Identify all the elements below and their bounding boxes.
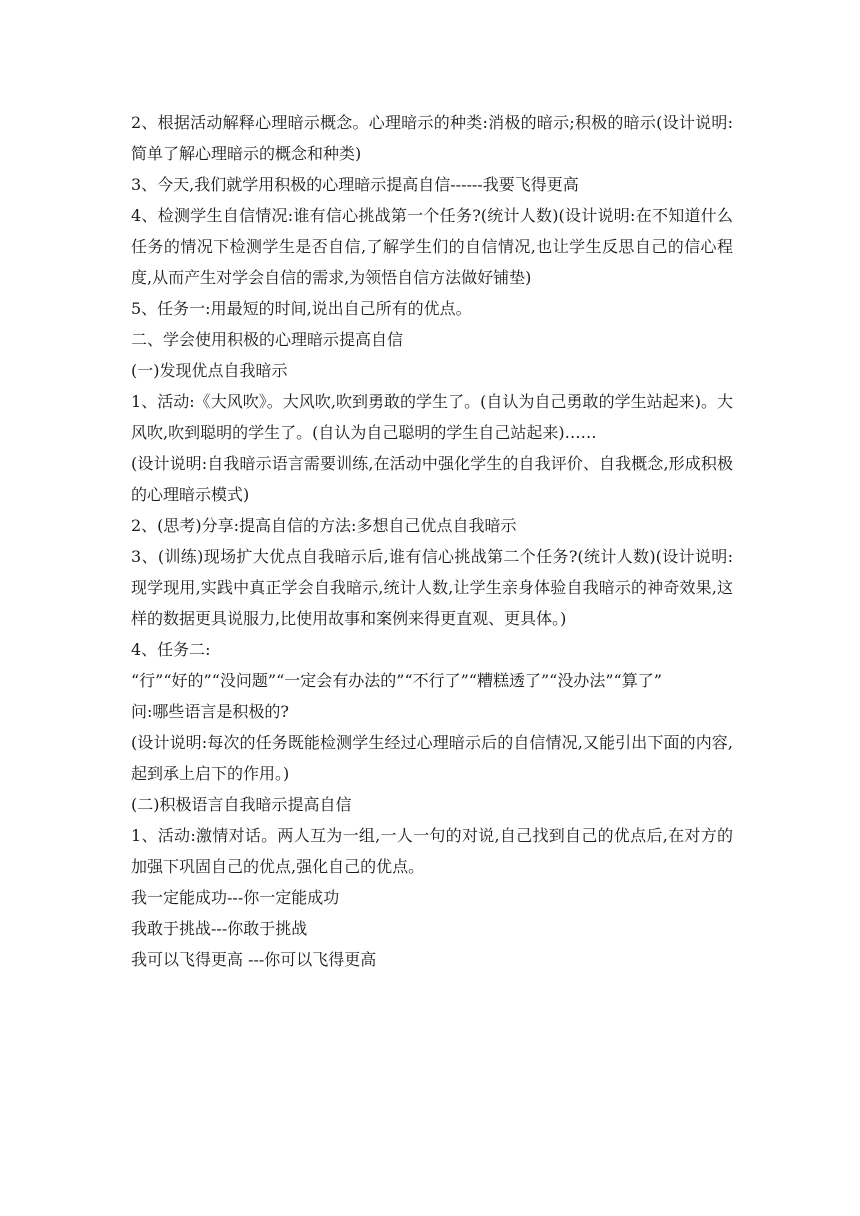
paragraph-task-one: 5、任务一:用最短的时间,说出自己所有的优点。 xyxy=(131,299,472,318)
paragraph-question: 问:哪些语言是积极的? xyxy=(131,702,289,721)
dialogue-line-3: 我可以飞得更高 ---你可以飞得更高 xyxy=(131,950,377,969)
paragraph-training: 3、(训练)现场扩大优点自我暗示后,谁有信心挑战第二个任务?(统计人数)(设计说明:现学现用,实践中真正学会自我暗示,统计人数,让学生亲身体验自我暗示的神奇效果,这样的数据更具说服力,比使用故事和案例来得更直观、更具体。) xyxy=(131,547,733,628)
paragraph-today-goal: 3、今天,我们就学用积极的心理暗示提高自信------我要飞得更高 xyxy=(131,175,579,194)
subsection-heading-one: (一)发现优点自我暗示 xyxy=(131,361,288,380)
paragraph-activity-wind: 1、活动:《大风吹》。大风吹,吹到勇敢的学生了。(自认为自己勇敢的学生站起来)。大风吹,吹到聪明的学生了。(自认为自己聪明的学生自己站起来)…… xyxy=(131,392,733,442)
dialogue-line-1: 我一定能成功---你一定能成功 xyxy=(131,888,340,907)
paragraph-design-note-2: (设计说明:每次的任务既能检测学生经过心理暗示后的自信情况,又能引出下面的内容,起到承上启下的作用。) xyxy=(131,733,733,783)
document-body xyxy=(131,107,733,975)
paragraph-task-two: 4、任务二: xyxy=(131,640,211,659)
section-heading-two: 二、学会使用积极的心理暗示提高自信 xyxy=(131,330,404,349)
paragraph-share-method: 2、(思考)分享:提高自信的方法:多想自己优点自我暗示 xyxy=(131,516,517,535)
paragraph-concept-explanation: 2、根据活动解释心理暗示概念。心理暗示的种类:消极的暗示;积极的暗示(设计说明:简单了解心理暗示的概念和种类) xyxy=(131,113,733,163)
paragraph-phrases: “行”“好的”“没问题”“一定会有办法的”“不行了”“糟糕透了”“没办法”“算了” xyxy=(131,671,662,690)
subsection-heading-two: (二)积极语言自我暗示提高自信 xyxy=(131,795,352,814)
dialogue-line-2: 我敢于挑战---你敢于挑战 xyxy=(131,919,308,938)
paragraph-activity-dialogue: 1、活动:激情对话。两人互为一组,一人一句的对说,自己找到自己的优点后,在对方的加强下巩固自己的优点,强化自己的优点。 xyxy=(131,826,733,876)
paragraph-design-note-1: (设计说明:自我暗示语言需要训练,在活动中强化学生的自我评价、自我概念,形成积极的心理暗示模式) xyxy=(131,454,733,504)
paragraph-confidence-check: 4、检测学生自信情况:谁有信心挑战第一个任务?(统计人数)(设计说明:在不知道什么任务的情况下检测学生是否自信,了解学生们的自信情况,也让学生反思自己的信心程度,从而产生对学会自信的需求,为领悟自信方法做好铺垫) xyxy=(131,206,733,287)
